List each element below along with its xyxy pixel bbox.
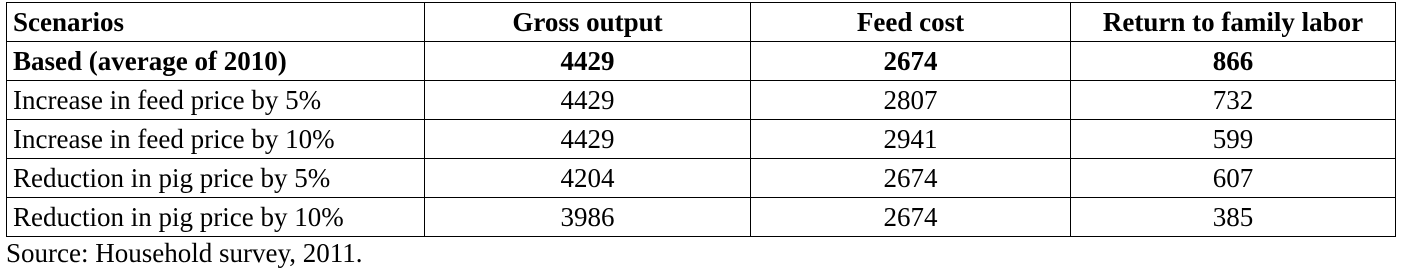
cell-gross-output: 4429 xyxy=(425,42,751,81)
cell-return-to-family-labor: 607 xyxy=(1071,159,1396,198)
cell-scenario: Reduction in pig price by 10% xyxy=(7,198,425,237)
cell-return-to-family-labor: 385 xyxy=(1071,198,1396,237)
cell-gross-output: 4204 xyxy=(425,159,751,198)
cell-feed-cost: 2674 xyxy=(751,42,1071,81)
table-row xyxy=(7,198,1396,237)
table-header-row xyxy=(7,3,1396,42)
cell-return-to-family-labor: 866 xyxy=(1071,42,1396,81)
cell-scenario: Increase in feed price by 10% xyxy=(7,120,425,159)
cell-gross-output: 3986 xyxy=(425,198,751,237)
scenario-table xyxy=(6,2,1396,237)
cell-feed-cost: 2807 xyxy=(751,81,1071,120)
cell-scenario: Based (average of 2010) xyxy=(7,42,425,81)
cell-feed-cost: 2674 xyxy=(751,159,1071,198)
cell-gross-output: 4429 xyxy=(425,120,751,159)
header-gross-output: Gross output xyxy=(425,3,751,42)
cell-scenario: Increase in feed price by 5% xyxy=(7,81,425,120)
header-scenarios: Scenarios xyxy=(7,3,425,42)
cell-return-to-family-labor: 732 xyxy=(1071,81,1396,120)
table-row xyxy=(7,81,1396,120)
cell-scenario: Reduction in pig price by 5% xyxy=(7,159,425,198)
table-row-base xyxy=(7,42,1396,81)
cell-return-to-family-labor: 599 xyxy=(1071,120,1396,159)
source-note: Source: Household survey, 2011. xyxy=(6,238,363,268)
header-feed-cost: Feed cost xyxy=(751,3,1071,42)
header-return-to-family-labor: Return to family labor xyxy=(1071,3,1396,42)
cell-gross-output: 4429 xyxy=(425,81,751,120)
table-row xyxy=(7,159,1396,198)
cell-feed-cost: 2674 xyxy=(751,198,1071,237)
table-row xyxy=(7,120,1396,159)
cell-feed-cost: 2941 xyxy=(751,120,1071,159)
